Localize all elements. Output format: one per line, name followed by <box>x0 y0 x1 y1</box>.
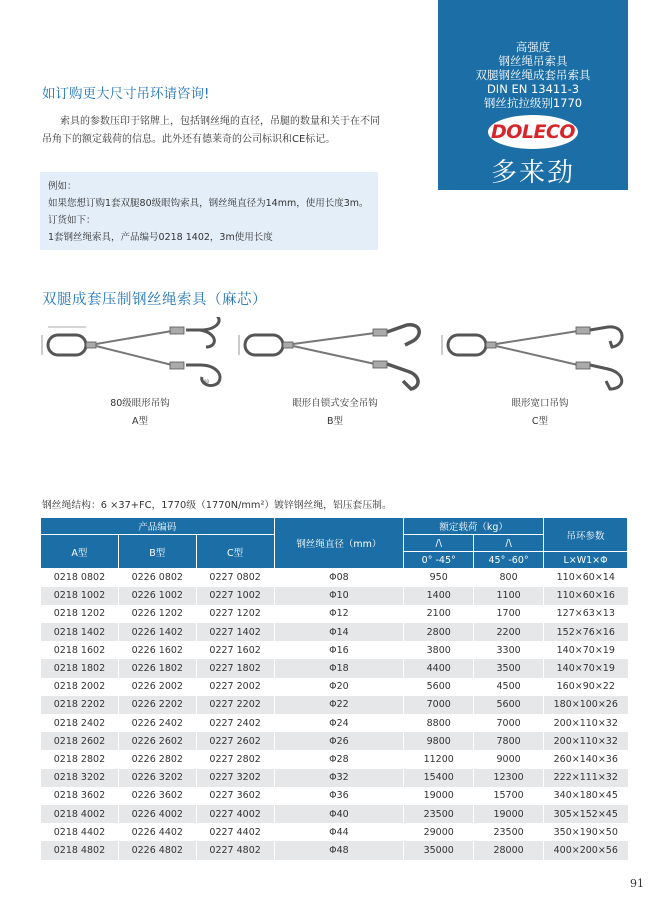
brand-spec-list <box>438 0 628 110</box>
header-product-code: 产品编码 <box>41 518 275 535</box>
brand-spec-line: 钢丝抗拉级别1770 <box>483 96 583 110</box>
brand-box <box>438 0 628 190</box>
table-row <box>41 641 628 659</box>
sling-a-illustration <box>40 317 230 392</box>
cell-ring-dims: 160×90×22 <box>544 678 628 696</box>
section-title: 双腿成套压制钢丝绳索具（麻芯） <box>42 292 267 308</box>
table-row <box>41 805 628 823</box>
cell-type-b: 0226 1802 <box>118 659 196 677</box>
header-rated-load: 额定载荷（kg） <box>404 518 544 535</box>
svg-text:80: 80 <box>204 379 210 384</box>
cell-load-0-45: 3800 <box>404 641 474 659</box>
table-row <box>41 623 628 641</box>
diagram-type-a <box>40 317 230 392</box>
diagram-type-b <box>235 317 425 392</box>
brand-spec-line: 双腿钢丝绳成套吊索具 <box>475 68 591 82</box>
cell-type-a: 0218 2802 <box>41 750 119 768</box>
cell-load-0-45: 2100 <box>404 605 474 623</box>
cell-type-c: 0227 1802 <box>196 659 274 677</box>
cell-diameter: Φ28 <box>274 750 404 768</box>
cell-ring-dims: 200×110×32 <box>544 714 628 732</box>
table-row <box>41 823 628 841</box>
cell-type-b: 0226 2402 <box>118 714 196 732</box>
diagram-type-c <box>440 317 630 392</box>
spec-table <box>40 517 628 860</box>
cell-ring-dims: 180×100×26 <box>544 696 628 714</box>
cell-type-a: 0218 1602 <box>41 641 119 659</box>
table-row <box>41 841 628 859</box>
diagram-a-type: A型 <box>132 416 148 427</box>
cell-ring-dims: 140×70×19 <box>544 641 628 659</box>
cell-load-0-45: 11200 <box>404 750 474 768</box>
cell-diameter: Φ22 <box>274 696 404 714</box>
diagram-c-name: 眼形宽口吊钩 <box>511 398 569 409</box>
cell-load-0-45: 5600 <box>404 678 474 696</box>
cell-ring-dims: 152×76×16 <box>544 623 628 641</box>
cell-type-a: 0218 1002 <box>41 587 119 605</box>
cell-type-a: 0218 2402 <box>41 714 119 732</box>
header-type-b: B型 <box>118 535 196 569</box>
header-ring-params: 吊环参数 <box>544 518 628 552</box>
cell-type-c: 0227 0802 <box>196 569 274 587</box>
cell-load-0-45: 35000 <box>404 841 474 859</box>
brand-spec-line: DIN EN 13411-3 <box>486 82 580 96</box>
cell-type-c: 0227 2802 <box>196 750 274 768</box>
table-row <box>41 678 628 696</box>
cell-load-45-60: 7000 <box>474 714 544 732</box>
cell-type-a: 0218 2602 <box>41 732 119 750</box>
cell-type-b: 0226 1602 <box>118 641 196 659</box>
cell-type-b: 0226 1402 <box>118 623 196 641</box>
cell-diameter: Φ48 <box>274 841 404 859</box>
cell-type-a: 0218 4402 <box>41 823 119 841</box>
cell-type-b: 0226 2602 <box>118 732 196 750</box>
table-row <box>41 696 628 714</box>
cell-load-45-60: 2200 <box>474 623 544 641</box>
cell-type-b: 0226 4402 <box>118 823 196 841</box>
cell-type-b: 0226 1002 <box>118 587 196 605</box>
cell-load-0-45: 15400 <box>404 769 474 787</box>
cell-diameter: Φ26 <box>274 732 404 750</box>
table-row <box>41 769 628 787</box>
cell-load-0-45: 1400 <box>404 587 474 605</box>
cell-diameter: Φ18 <box>274 659 404 677</box>
cell-ring-dims: 200×110×32 <box>544 732 628 750</box>
cell-type-a: 0218 1402 <box>41 623 119 641</box>
header-diameter: 钢丝绳直径（mm） <box>274 518 404 569</box>
cell-load-45-60: 1700 <box>474 605 544 623</box>
cell-load-0-45: 23500 <box>404 805 474 823</box>
cell-type-b: 0226 0802 <box>118 569 196 587</box>
cell-type-b: 0226 3602 <box>118 787 196 805</box>
cell-load-0-45: 7000 <box>404 696 474 714</box>
cell-type-c: 0227 1602 <box>196 641 274 659</box>
spec-table-body <box>41 569 628 860</box>
cell-type-b: 0226 4802 <box>118 841 196 859</box>
cell-type-a: 0218 4802 <box>41 841 119 859</box>
cell-load-45-60: 3500 <box>474 659 544 677</box>
cell-load-45-60: 3300 <box>474 641 544 659</box>
cell-load-45-60: 800 <box>474 569 544 587</box>
cell-type-c: 0227 4802 <box>196 841 274 859</box>
cell-diameter: Φ44 <box>274 823 404 841</box>
cell-load-0-45: 4400 <box>404 659 474 677</box>
cell-type-c: 0227 1202 <box>196 605 274 623</box>
cell-type-c: 0227 2202 <box>196 696 274 714</box>
header-angle-2-symbol: /\ <box>474 535 544 552</box>
example-line-1: 如果您想订购1套双腿80级眼钩索具，钢丝绳直径为14mm，使用长度3m。 <box>48 198 369 209</box>
example-line-2: 1套钢丝绳索具，产品编号0218 1402，3m使用长度 <box>48 232 273 243</box>
cell-load-45-60: 4500 <box>474 678 544 696</box>
cell-load-0-45: 19000 <box>404 787 474 805</box>
cell-ring-dims: 110×60×16 <box>544 587 628 605</box>
cell-type-c: 0227 1002 <box>196 587 274 605</box>
cell-ring-dims: 350×190×50 <box>544 823 628 841</box>
cell-diameter: Φ36 <box>274 787 404 805</box>
cell-load-45-60: 23500 <box>474 823 544 841</box>
diagram-b-type: B型 <box>326 416 344 427</box>
cell-diameter: Φ14 <box>274 623 404 641</box>
cell-type-b: 0226 1202 <box>118 605 196 623</box>
doleco-logo <box>468 114 598 150</box>
cell-type-c: 0227 1402 <box>196 623 274 641</box>
cell-type-c: 0227 4402 <box>196 823 274 841</box>
cell-type-c: 0227 3602 <box>196 787 274 805</box>
cell-type-a: 0218 3602 <box>41 787 119 805</box>
cell-diameter: Φ40 <box>274 805 404 823</box>
cell-ring-dims: 400×200×56 <box>544 841 628 859</box>
brand-name-cn: 多来劲 <box>490 158 575 188</box>
cell-type-c: 0227 2002 <box>196 678 274 696</box>
cell-load-45-60: 1100 <box>474 587 544 605</box>
cell-load-45-60: 19000 <box>474 805 544 823</box>
brand-spec-line: 钢丝绳吊索具 <box>498 54 568 68</box>
cell-load-45-60: 15700 <box>474 787 544 805</box>
cell-type-c: 0227 2402 <box>196 714 274 732</box>
cell-ring-dims: 260×140×36 <box>544 750 628 768</box>
brand-spec-line: 高强度 <box>515 40 551 54</box>
header-type-c: C型 <box>196 535 274 569</box>
consult-title: 如订购更大尺寸吊环请咨询! <box>42 86 210 102</box>
cell-type-a: 0218 4002 <box>41 805 119 823</box>
cell-load-45-60: 28000 <box>474 841 544 859</box>
example-label: 例如： <box>48 181 77 192</box>
cell-load-0-45: 2800 <box>404 623 474 641</box>
example-box <box>40 172 378 250</box>
cell-ring-dims: 340×180×45 <box>544 787 628 805</box>
cell-type-a: 0218 1802 <box>41 659 119 677</box>
table-row <box>41 750 628 768</box>
diagram-c-type: C型 <box>531 416 549 427</box>
diagram-a-name: 80级眼形吊钩 <box>110 398 170 409</box>
table-row <box>41 587 628 605</box>
header-ring-dims: L×W1×Φ <box>544 552 628 569</box>
cell-load-0-45: 950 <box>404 569 474 587</box>
cell-diameter: Φ12 <box>274 605 404 623</box>
cell-ring-dims: 127×63×13 <box>544 605 628 623</box>
cell-type-a: 0218 2202 <box>41 696 119 714</box>
table-row <box>41 787 628 805</box>
header-angle-2: 45° -60° <box>474 552 544 569</box>
example-label-2: 订货如下： <box>48 215 96 226</box>
page-number: 91 <box>630 877 644 890</box>
rope-structure-note: 钢丝绳结构：6 ×37+FC，1770级（1770N/mm²）镀锌钢丝绳，铝压套压制。 <box>42 500 392 511</box>
cell-type-a: 0218 1202 <box>41 605 119 623</box>
cell-type-b: 0226 2802 <box>118 750 196 768</box>
cell-diameter: Φ10 <box>274 587 404 605</box>
header-angle-1: 0° -45° <box>404 552 474 569</box>
cell-load-0-45: 29000 <box>404 823 474 841</box>
cell-type-c: 0227 3202 <box>196 769 274 787</box>
cell-type-b: 0226 3202 <box>118 769 196 787</box>
cell-type-b: 0226 2202 <box>118 696 196 714</box>
table-row <box>41 714 628 732</box>
cell-ring-dims: 110×60×14 <box>544 569 628 587</box>
cell-type-c: 0227 4002 <box>196 805 274 823</box>
cell-load-0-45: 8800 <box>404 714 474 732</box>
table-row <box>41 569 628 587</box>
intro-paragraph: 索具的参数压印于铭牌上，包括钢丝绳的直径，吊腿的数量和关于在不同吊角下的额定载荷的信息。此外还有德莱奇的公司标识和CE标记。 <box>42 116 380 145</box>
header-angle-1-symbol: /\ <box>404 535 474 552</box>
cell-load-45-60: 5600 <box>474 696 544 714</box>
cell-type-a: 0218 2002 <box>41 678 119 696</box>
table-row <box>41 659 628 677</box>
cell-type-b: 0226 2002 <box>118 678 196 696</box>
cell-type-b: 0226 4002 <box>118 805 196 823</box>
cell-ring-dims: 305×152×45 <box>544 805 628 823</box>
diagram-b-name: 眼形自锁式安全吊钩 <box>292 398 378 409</box>
cell-type-a: 0218 0802 <box>41 569 119 587</box>
table-row <box>41 605 628 623</box>
cell-load-45-60: 7800 <box>474 732 544 750</box>
cell-load-0-45: 9800 <box>404 732 474 750</box>
cell-ring-dims: 140×70×19 <box>544 659 628 677</box>
cell-diameter: Φ08 <box>274 569 404 587</box>
cell-diameter: Φ20 <box>274 678 404 696</box>
cell-type-a: 0218 3202 <box>41 769 119 787</box>
cell-load-45-60: 12300 <box>474 769 544 787</box>
sling-b-illustration <box>235 317 425 392</box>
cell-diameter: Φ16 <box>274 641 404 659</box>
logo-text: DOLECO <box>490 121 576 143</box>
header-type-a: A型 <box>41 535 119 569</box>
cell-ring-dims: 222×111×32 <box>544 769 628 787</box>
cell-diameter: Φ24 <box>274 714 404 732</box>
table-row <box>41 732 628 750</box>
sling-c-illustration <box>440 317 630 392</box>
cell-load-45-60: 9000 <box>474 750 544 768</box>
cell-diameter: Φ32 <box>274 769 404 787</box>
cell-type-c: 0227 2602 <box>196 732 274 750</box>
